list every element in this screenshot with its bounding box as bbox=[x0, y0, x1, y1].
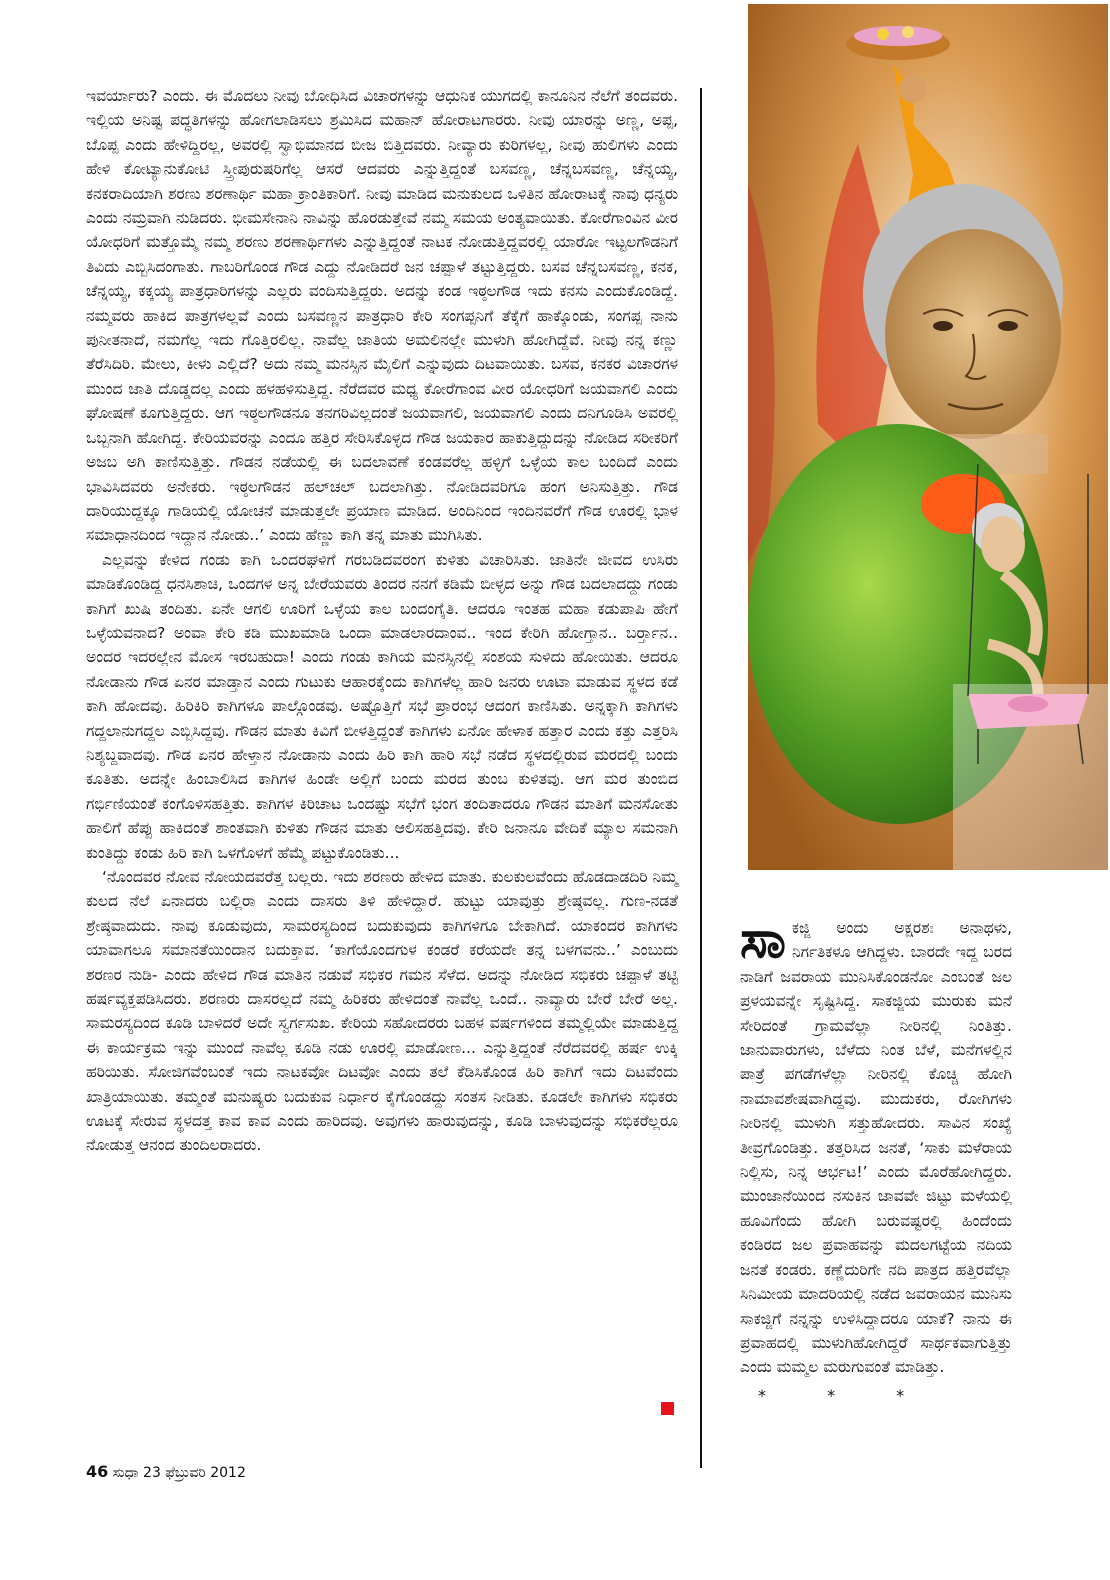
story-paragraph-2: ಎಲ್ಲವನ್ನು ಕೇಳಿದ ಗಂಡು ಕಾಗಿ ಒಂದರಘಳಿಗೆ ಗರಬಡಿದವರಂಗ ಕುಳಿತು ವಿಚಾರಿಸಿತು. ಜಾತಿನೇ ಜೀವದ ಉಸಿರು ಮಾಡಿಕೊಂಡಿದ್ದ ಧನಸಿಶಾಚಿ, ಒಂದಗಳ ಅನ್ನ ಬೇರೆಯವರು ತಿಂದರ ನನಗೆ ಕಡಿಮೆ ಬೀಳ್ಳದ ಅನ್ನು ಗೌಡ ಬದಲಾದದ್ದು ಗಂಡು ಕಾಗಿಗೆ ಖುಷಿ ತಂದಿತು. ಏನೇ ಆಗಲಿ ಊರಿಗೆ ಒಳ್ಳೆಯ ಕಾಲ ಬಂದಂಗೈತಿ. ಆದರೂ ಇಂತಹ ಮಹಾ ಕಡುಪಾಪಿ ಹೇಗೆ ಒಳ್ಳೆಯವನಾದ? ಅಂವಾ ಕೇರಿ ಕಡಿ ಮುಖಮಾಡಿ ಒಂದಾ ಮಾಡಲಾರದಾಂವ.. ಇಂದ ಕೇರಿಗಿ ಹೋಗ್ತಾನ.. ಬರ್ರ್ತಾನ.. ಅಂದರ ಇದರಲ್ಲೇನ ಮೋಸ ಇರಬಹುದಾ! ಎಂದು ಗಂಡು ಕಾಗಿಯ ಮನಸ್ಸಿನಲ್ಲಿ ಸಂಶಯ ಸುಳಿದು ಹೋಯಿತು. ಆದರೂ ನೋಡಾನು ಗೌಡ ಏನರ ಮಾಡ್ತಾನ ಎಂದು ಗುಟುಕು ಆಹಾರಕ್ಕೆಂದು ಕಾಗಿಗಳೆಲ್ಲ ಹಾರಿ ಜನರು ಊಟಾ ಮಾಡುವ ಸ್ಥಳದ ಕಡೆ ಕಾಗಿ ಹೋದವು. ಹಿರಿಕಿರಿ ಕಾಗಿಗಳೂ ಪಾಲ್ಗೊಂಡವು. ಅಷ್ಟೊತ್ತಿಗೆ ಸಭೆ ಪ್ರಾರಂಭ ಆದಂಗ ಕಾಣಿಸಿತು. ಅನ್ನಕ್ಕಾಗಿ ಕಾಗಿಗಳು ಗದ್ದಲಾನುಗದ್ದಲ ಎಬ್ಬಿಸಿದ್ದವು. ಗೌಡನ ಮಾತು ಕಿವಿಗೆ ಬೀಳತ್ತಿದ್ದಂತೆ ಕಾಗಿಗಳು ಏನೋ ಹೇಳಾಕ ಹತ್ತಾರ ಎಂದು ಕತ್ತು ಎತ್ತರಿಸಿ ನಿಶ್ಯಬ್ದವಾದವು. ಗೌಡ ಏನರ ಹೇಳ್ತಾನ ನೋಡಾನು ಎಂದು ಹಿರಿ ಕಾಗಿ ಹಾರಿ ಸಭೆ ನಡೆದ ಸ್ಥಳದಲ್ಲಿರುವ ಮರದಲ್ಲಿ ಬಂದು ಕೂತಿತು. ಅದನ್ನೇ ಹಿಂಬಾಲಿಸಿದ ಕಾಗಿಗಳ ಹಿಂಡೇ ಅಲ್ಲಿಗೆ ಬಂದು ಮರದ ತುಂಬ ಕುಳಿತವು. ಆಗ ಮರ ತುಂಬಿದ ಗರ್ಭಿಣಿಯಂತೆ ಕಂಗೊಳಿಸಹತ್ತಿತು. ಕಾಗಿಗಳ ಕಿರಿಚಾಟ ಒಂದಷ್ಟು ಸಭೆಗೆ ಭಂಗ ತಂದಿತಾದರೂ ಗೌಡನ ಮಾತಿಗೆ ಮನಸೋತು ಹಾಲಿಗೆ ಹೆಪ್ಪು ಹಾಕಿದಂತೆ ಶಾಂತವಾಗಿ ಕುಳಿತು ಗೌಡನ ಮಾತು ಆಲಿಸಹತ್ತಿದವು. ಕೇರಿ ಜನಾನೂ ವೇದಿಕೆ ಮ್ಯಾಲ ಸಮನಾಗಿ ಕುಂತಿದ್ದು ಕಂಡು ಹಿರಿ ಕಾಗಿ ಒಳಗೊಳಗೆ ಹೆಮ್ಮೆ ಪಟ್ಟುಕೊಂಡಿತು... bbox=[86, 550, 678, 862]
drop-cap: ಸಾ bbox=[740, 909, 786, 970]
page-number: 46 bbox=[86, 1462, 109, 1481]
story-illustration bbox=[748, 4, 1108, 870]
section-end-stars: * * * bbox=[758, 1385, 933, 1405]
sidebar-story-text bbox=[740, 909, 1012, 1380]
story-paragraph-3: ‘ನೊಂದವರ ನೋವ ನೋಯದವರೆತ್ತ ಬಲ್ಲರು. ಇದು ಶರಣರು ಹೇಳಿದ ಮಾತು. ಕುಲಕುಲವೆಂದು ಹೊಡದಾಡದಿರಿ ನಿಮ್ಮ ಕುಲದ ನೆಲೆ ಏನಾದರು ಬಲ್ಲಿರಾ ಎಂದು ದಾಸರು ತಿಳಿ ಹೇಳಿದ್ದಾರೆ. ಹುಟ್ಟು ಯಾವುತ್ತು ಶ್ರೇಷ್ಠವಲ್ಲ. ಗುಣ-ನಡತೆ ಶ್ರೇಷ್ಠವಾದುದು. ನಾವು ಕೂಡುವುದು, ಸಾಮರಸ್ಯದಿಂದ ಬದುಕುವುದು ಕಾಗಿಗಳಿಗೂ ಬೇಕಾಗಿದೆ. ಯಾಕಂದರ ಕಾಗಿಗಳು ಯಾವಾಗಲೂ ಸಮಾನತೆಯಿಂದಾನ ಬದುಕ್ತಾವ. ‘ಕಾಗೆಯೊಂದಗುಳ ಕಂಡರೆ ಕರೆಯದೇ ತನ್ನ ಬಳಗವನು..’ ಎಂಬುದು ಶರಣರ ನುಡಿ- ಎಂದು ಹೇಳಿದ ಗೌಡ ಮಾತಿನ ನಡುವೆ ಸಭಿಕರ ಗಮನ ಸೆಳೆದ. ಅದನ್ನು ನೋಡಿದ ಸಭಿಕರು ಚಪ್ಪಾಳೆ ತಟ್ಟಿ ಹರ್ಷವ್ಯಕ್ತಪಡಿಸಿದರು. ಶರಣರು ದಾಸರಲ್ಲದೆ ನಮ್ಮ ಹಿರಿಕರು ಹೇಳಿದಂತೆ ನಾವೆಲ್ಲ ಒಂದೆ.. ನಾವ್ಯಾರು ಬೇರೆ ಬೇರೆ ಅಲ್ಲ. ಸಾಮರಸ್ಯದಿಂದ ಕೂಡಿ ಬಾಳಿದರೆ ಅದೇ ಸ್ವರ್ಗಸುಖ. ಕೇರಿಯ ಸಹೋದರರು ಬಹಳ ವರ್ಷಗಳಿಂದ ತಮ್ಮಲ್ಲಿಯೇ ಮಾಡುತ್ತಿದ್ದ ಈ ಕಾರ್ಯಕ್ರಮ ಇನ್ನು ಮುಂದೆ ನಾವೆಲ್ಲ ಕೂಡಿ ನಡು ಊರಲ್ಲಿ ಮಾಡೋಣ... ಎನ್ನುತ್ತಿದ್ದಂತೆ ನೆರೆದವರಲ್ಲಿ ಹರ್ಷ ಉಕ್ಕಿ ಹರಿಯಿತು. ಸೋಜಿಗವೆಂಬಂತೆ ಇದು ನಾಟಕವೋ ದಿಟವೋ ಎಂದು ತಲೆ ಕೆಡಿಸಿಕೊಂಡ ಹಿರಿ ಕಾಗಿಗೆ ಇದು ದಿಟವೆಂದು ಖಾತ್ರಿಯಾಯಿತು. ತಮ್ಮಂತೆ ಮನುಷ್ಯರು ಬದುಕುವ ನಿರ್ಧಾರ ಕೈಗೊಂಡದ್ದು ಸಂತಸ ನೀಡಿತು. ಕೂಡಲೇ ಕಾಗಿಗಳು ಸಭಿಕರು ಊಟಕ್ಕೆ ಸೇರುವ ಸ್ಥಳದತ್ತ ಕಾವ ಕಾವ ಎಂದು ಹಾರಿದವು. ಅವುಗಳು ಹಾರುವುದನ್ನು, ಕೂಡಿ ಬಾಳುವುದನ್ನು ಸಭಿಕರೆಲ್ಲರೂ ನೋಡುತ್ತ ಆನಂದ ತುಂದಿಲರಾದರು. bbox=[86, 868, 678, 1155]
column-divider bbox=[700, 88, 702, 1468]
illustration-artwork bbox=[748, 4, 1108, 870]
page-footer bbox=[86, 1462, 246, 1481]
issue-date: 23 ಫೆಬ್ರುವರಿ 2012 bbox=[143, 1465, 246, 1481]
sidebar-story-body: ಕಜ್ಜಿ ಅಂದು ಅಕ್ಷರಶಃ ಅನಾಥಳು, ನಿರ್ಗತಿಕಳೂ ಆಗಿದ್ದಳು. ಬಾರದೇ ಇದ್ದ ಬರದ ನಾಡಿಗೆ ಜವರಾಯ ಮುನಿಸಿಕೊಂಡನೋ ಎಂಬಂತೆ ಜಲ ಪ್ರಳಯವನ್ನೇ ಸೃಷ್ಟಿಸಿದ್ದ. ಸಾಕಜ್ಜಿಯ ಮುರುಕು ಮನೆ ಸೇರಿದಂತೆ ಗ್ರಾಮವೆಲ್ಲಾ ನೀರಿನಲ್ಲಿ ನಿಂತಿತ್ತು. ಜಾನುವಾರುಗಳು, ಬೆಳೆದು ನಿಂತ ಬೆಳೆ, ಮನೆಗಳಲ್ಲಿನ ಪಾತ್ರೆ ಪಗಡೆಗಳೆಲ್ಲಾ ನೀರಿನಲ್ಲಿ ಕೊಚ್ಚಿ ಹೋಗಿ ನಾಮಾವಶೇಷವಾಗಿದ್ದವು. ಮುದುಕರು, ರೋಗಿಗಳು ನೀರಿನಲ್ಲಿ ಮುಳುಗಿ ಸತ್ತುಹೋದರು. ಸಾವಿನ ಸಂಖ್ಯೆ ತೀವ್ರಗೊಂಡಿತ್ತು. ತತ್ತರಿಸಿದ ಜನತೆ, ‘ಸಾಕು ಮಳೆರಾಯ ನಿಲ್ಲಿಸು, ನಿನ್ನ ಆರ್ಭಟ!’ ಎಂದು ಮೊರೆಹೋಗಿದ್ದರು. ಮುಂಜಾನೆಯಿಂದ ನಸುಕಿನ ಜಾವವೇ ಜಿಟ್ಟು ಮಳೆಯಲ್ಲಿ ಹೂವಿಗೆಂದು ಹೋಗಿ ಬರುವಷ್ಟರಲ್ಲಿ ಹಿಂದೆಂದು ಕಂಡಿರದ ಜಲ ಪ್ರವಾಹವನ್ನು ಮದಲಗಟ್ಟೆಯ ನದಿಯ ಜನತೆ ಕಂಡರು. ಕಣ್ಣೆದುರಿಗೇ ನದಿ ಪಾತ್ರದ ಹತ್ತಿರವೆಲ್ಲಾ ಸಿನಿಮೀಯ ಮಾದರಿಯಲ್ಲಿ ನಡೆದ ಜವರಾಯನ ಮುನಿಸು ಸಾಕಜ್ಜಿಗೆ ನನ್ನನ್ನು ಉಳಿಸಿದ್ದಾದರೂ ಯಾಕೆ? ನಾನು ಈ ಪ್ರವಾಹದಲ್ಲಿ ಮುಳುಗಿಹೋಗಿದ್ದರೆ ಸಾರ್ಥಕವಾಗುತ್ತಿತ್ತು ಎಂದು ಮಮ್ಮಲ ಮರುಗುವಂತೆ ಮಾಡಿತ್ತು. bbox=[740, 919, 1012, 1377]
sidebar-story-column bbox=[740, 909, 1012, 1408]
story-end-mark bbox=[661, 1402, 674, 1415]
story-paragraph-1: ಇವರ್ಯಾರು? ಎಂದು. ಈ ಮೊದಲು ನೀವು ಬೋಧಿಸಿದ ವಿಚಾರಗಳನ್ನು ಆಧುನಿಕ ಯುಗದಲ್ಲಿ ಕಾನೂನಿನ ನೆಲೆಗೆ ತಂದವರು. ಇಲ್ಲಿಯ ಅನಿಷ್ಟ ಪದ್ಧತಿಗಳನ್ನು ಹೋಗಲಾಡಿಸಲು ಶ್ರಮಿಸಿದ ಮಹಾನ್ ಹೋರಾಟಗಾರರು. ನೀವು ಯಾರನ್ನು ಅಣ್ಣ, ಅಪ್ಪ, ಬೊಪ್ಪ ಎಂದು ಹೇಳಿದ್ದಿರಲ್ಲ, ಅವರಲ್ಲಿ ಸ್ವಾಭಿಮಾನದ ಬೀಜ ಬಿತ್ತಿದವರು. ನೀವ್ಯಾರು ಕುರಿಗಳಲ್ಲ, ನೀವು ಹುಲಿಗಳು ಎಂದು ಹೇಳಿ ಕೋಟ್ಯಾನುಕೋಟಿ ಸ್ತ್ರೀಪುರುಷರಿಗೆಲ್ಲ ಆಸರೆ ಆದವರು ಎನ್ನುತ್ತಿದ್ದಂತೆ ಬಸವಣ್ಣ, ಚೆನ್ನಬಸವಣ್ಣ, ಚೆನ್ನಯ್ಯ, ಕನಕರಾದಿಯಾಗಿ ಶರಣು ಶರಣಾರ್ಥಿ ಮಹಾ ಕ್ರಾಂತಿಕಾರಿಗೆ. ನೀವು ಮಾಡಿದ ಮನುಕುಲದ ಒಳಿತಿನ ಹೋರಾಟಕ್ಕೆ ನಾವು ಧನ್ಯರು ಎಂದು ನಮ್ರವಾಗಿ ನುಡಿದರು. ಭೀಮಸೇನಾನಿ ನಾವಿನ್ನು ಹೊರಡುತ್ತೇವೆ ನಮ್ಮ ಸಮಯ ಅಂತ್ಯವಾಯಿತು. ಕೋರೆಗಾಂವಿನ ವೀರ ಯೋಧರಿಗೆ ಮತ್ತೊಮ್ಮೆ ನಮ್ಮ ಶರಣು ಶರಣಾರ್ಥಿಗಳು ಎನ್ನುತ್ತಿದ್ದಂತೆ ನಾಟಕ ನೋಡುತ್ತಿದ್ದವರಲ್ಲಿ ಯಾರೋ ಇಟ್ಟಲಗೌಡನಿಗೆ ತಿವಿದು ಎಬ್ಬಿಸಿದಂಗಾತು. ಗಾಬರಿಗೊಂಡ ಗೌಡ ಎದ್ದು ನೋಡಿದರೆ ಜನ ಚಪ್ಪಾಳೆ ತಟ್ಟುತ್ತಿದ್ದರು. ಬಸವ ಚೆನ್ನಬಸವಣ್ಣ, ಕನಕ, ಚೆನ್ನಯ್ಯ, ಕಕ್ಕಯ್ಯ ಪಾತ್ರಧಾರಿಗಳನ್ನು ಎಲ್ಲರು ವಂದಿಸುತ್ತಿದ್ದರು. ಅದನ್ನು ಕಂಡ ಇಠ್ಠಲಗೌಡ ಇದು ಕನಸು ಎಂದುಕೊಂಡಿದ್ದೆ. ನಮ್ಮವರು ಹಾಕಿದ ಪಾತ್ರಗಳಲ್ಲವೆ ಎಂದು ಬಸವಣ್ಣನ ಪಾತ್ರಧಾರಿ ಕೇರಿ ಸಂಗಪ್ಪನಿಗೆ ತೆಕ್ಕೆಗೆ ಹಾಕ್ಕೊಂಡು, ಸಂಗಪ್ಪ ನಾನು ಪುನೀತನಾದೆ, ನಮಗೆಲ್ಲ ಇದು ಗೊತ್ತಿರಲಿಲ್ಲ. ನಾವೆಲ್ಲ ಜಾತಿಯ ಅಮಲಿನಲ್ಲೇ ಮುಳುಗಿ ಹೋಗಿದ್ದೆವೆ. ನೀವು ನನ್ನ ಕಣ್ಣು ತೆರೆಸಿದಿರಿ. ಮೇಲು, ಕೀಳು ಎಲ್ಲಿದೆ? ಅದು ನಮ್ಮ ಮನಸ್ಸಿನ ಮೈಲಿಗೆ ಎನ್ನುವುದು ದಿಟವಾಯಿತು. ಬಸವ, ಕನಕರ ವಿಚಾರಗಳ ಮುಂದ ಜಾತಿ ದೊಡ್ಡದಲ್ಲ ಎಂದು ಹಳಹಳಿಸುತ್ತಿದ್ದ. ನೆರೆದವರ ಮಧ್ಯ ಕೋರೆಗಾಂವ ವೀರ ಯೋಧರಿಗೆ ಜಯವಾಗಲಿ ಎಂದು ಘೋಷಣೆ ಕೂಗುತ್ತಿದ್ದರು. ಆಗ ಇಠ್ಠಲಗೌಡನೂ ತನಗರಿವಿಲ್ಲದಂತೆ ಜಯವಾಗಲಿ, ಜಯವಾಗಲಿ ಎಂದು ದನಿಗೂಡಿಸಿ ಅವರಲ್ಲಿ ಒಬ್ಬನಾಗಿ ಹೋಗಿದ್ದ. ಕೇರಿಯವರನ್ನು ಎಂದೂ ಹತ್ತಿರ ಸೇರಿಸಿಕೊಳ್ಳದ ಗೌಡ ಜಯಕಾರ ಹಾಕುತ್ತಿದ್ದುದನ್ನು ನೋಡಿದ ಸರೀಕರಿಗೆ ಅಜಬ ಅಗಿ ಕಾಣಿಸುತ್ತಿತ್ತು. ಗೌಡನ ನಡೆಯಲ್ಲಿ ಈ ಬದಲಾವಣೆ ಕಂಡವರೆಲ್ಲ ಹಳ್ಳಿಗೆ ಒಳ್ಳೆಯ ಕಾಲ ಬಂದಿದೆ ಎಂದು ಭಾವಿಸಿದವರು ಅನೇಕರು. ಇಠ್ಠಲಗೌಡನ ಹಲ್‌ಚಲ್ ಬದಲಾಗಿತ್ತು. ನೋಡಿದವರಿಗೂ ಹಂಗ ಅನಿಸುತ್ತಿತ್ತು. ಗೌಡ ದಾರಿಯುದ್ದಕ್ಕೂ ಗಾಡಿಯಲ್ಲಿ ಯೋಚನೆ ಮಾಡುತ್ತಲೇ ಪ್ರಯಾಣ ಮಾಡಿದ. ಅಂದಿನಿಂದ ಇಂದಿನವರೆಗೆ ಗೌಡ ಊರಲ್ಲಿ ಭಾಳ ಸಮಾಧಾನದಿಂದ ಇದ್ದಾನ ನೋಡು..’ ಎಂದು ಹೆಣ್ಣು ಕಾಗಿ ತನ್ನ ಮಾತು ಮುಗಿಸಿತು. bbox=[86, 87, 678, 545]
story-column-left bbox=[86, 84, 678, 1158]
magazine-name: ಸುಧಾ bbox=[112, 1465, 139, 1481]
